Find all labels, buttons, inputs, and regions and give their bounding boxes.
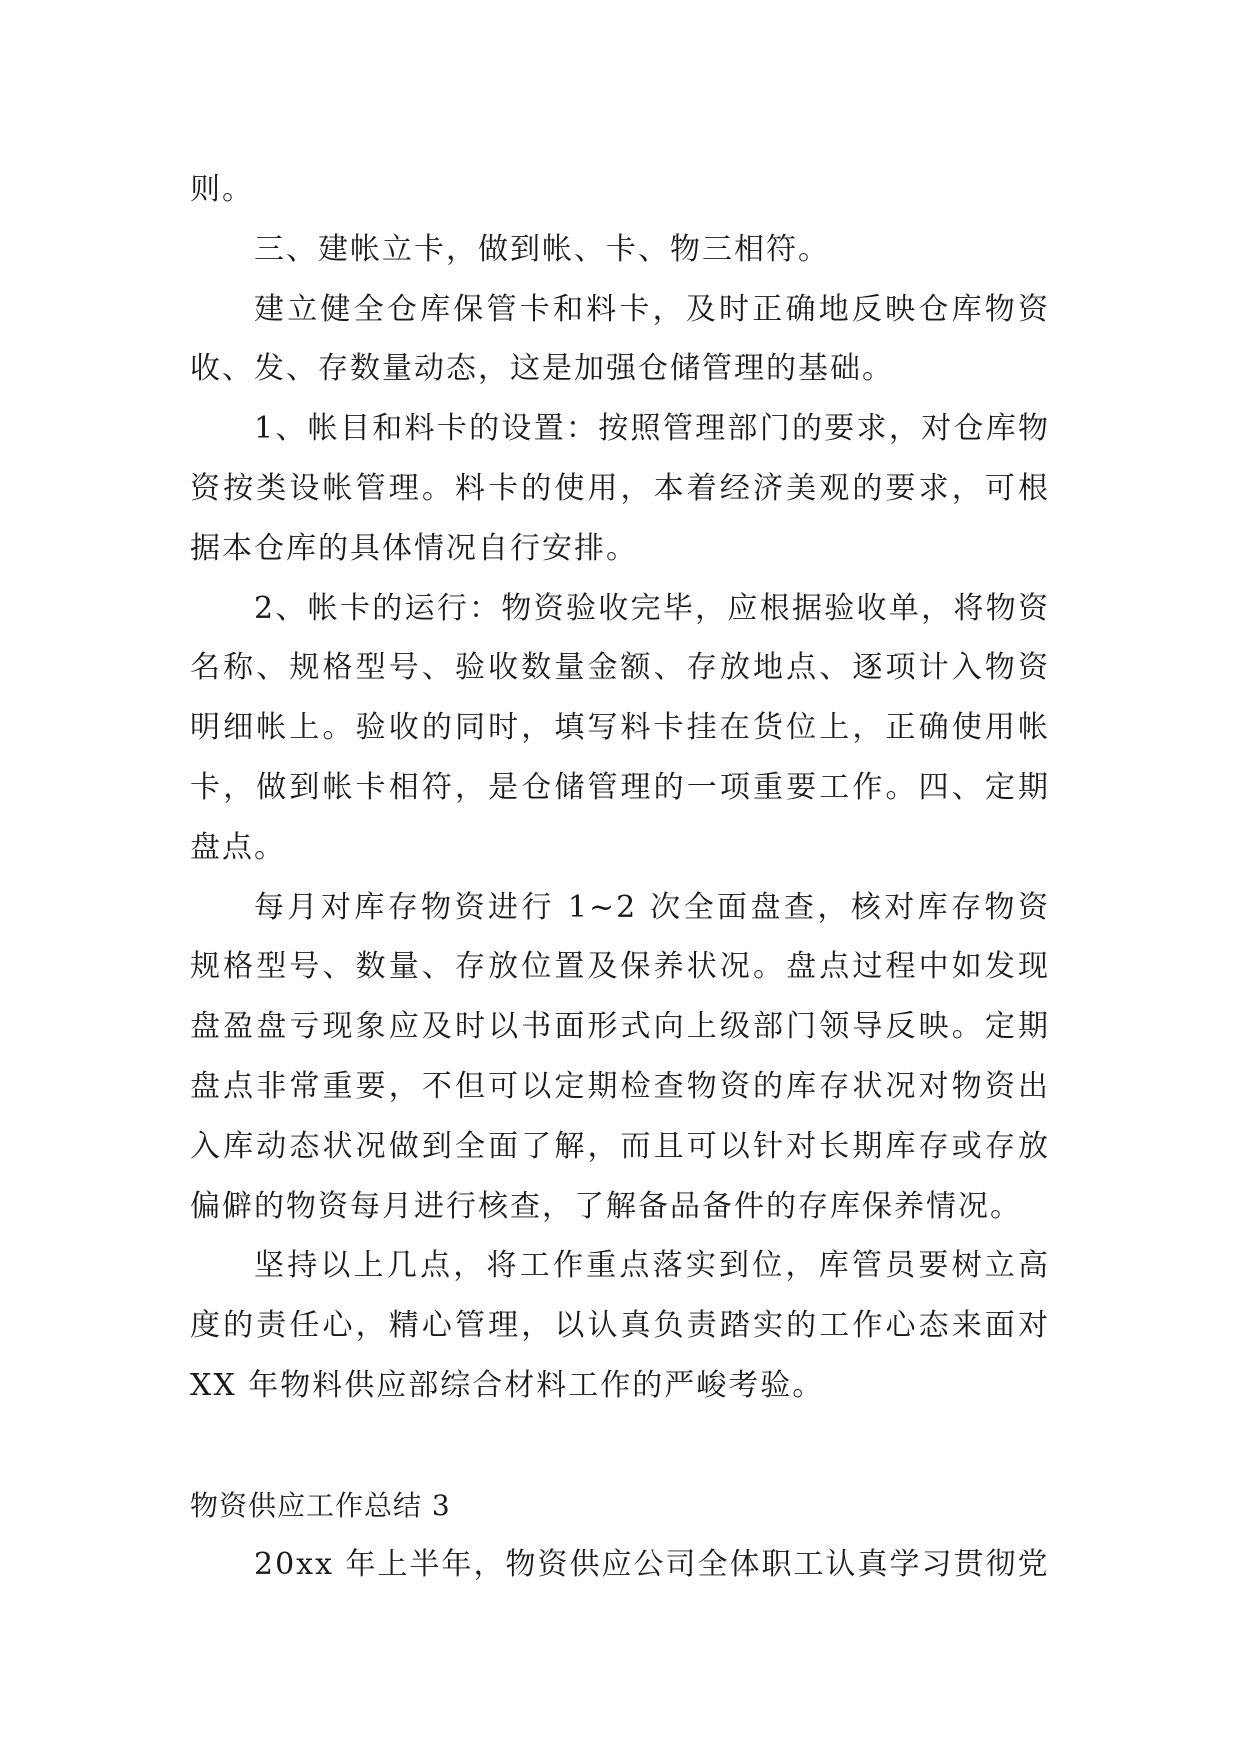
paragraph-summary-start: 20xx 年上半年，物资供应公司全体职工认真学习贯彻党 xyxy=(254,1547,1050,1583)
section-title: 物资供应工作总结 3 xyxy=(190,1488,451,1522)
paragraph-continuation: 则。 xyxy=(190,172,254,207)
heading-section-three: 三、建帐立卡，做到帐、卡、物三相符。 xyxy=(254,231,830,267)
paragraph-inventory: 每月对库存物资进行 1~2 次全面盘查，核对库存物资规格型号、数量、存放位置及保养状况。盘点过程中如发现盘盈盘亏现象应及时以书面形式向上级部门领导反映。定期盘点非常重要，不但可以定期检查物资的库存状况对物资出入库动态状况做到全面了解，而且可以针对长期库存或存放偏僻的物资每月进行核查，了解备品备件的存库保养情况。 xyxy=(190,889,1050,1224)
paragraph-conclusion: 坚持以上几点，将工作重点落实到位，库管员要树立高度的责任心，精心管理，以认真负责踏实的工作心态来面对 XX 年物料供应部综合材料工作的严峻考验。 xyxy=(190,1248,1050,1403)
document-body xyxy=(190,160,1050,1595)
paragraph-intro: 建立健全仓库保管卡和料卡，及时正确地反映仓库物资收、发、存数量动态，这是加强仓储管理的基础。 xyxy=(190,291,1050,387)
paragraph-item-2: 2、帐卡的运行：物资验收完毕，应根据验收单，将物资名称、规格型号、验收数量金额、存放地点、逐项计入物资明细帐上。验收的同时，填写料卡挂在货位上，正确使用帐卡，做到帐卡相符，是仓储管理的一项重要工作。四、定期盘点。 xyxy=(190,590,1050,865)
paragraph-item-1: 1、帐目和料卡的设置：按照管理部门的要求，对仓库物资按类设帐管理。料卡的使用，本着经济美观的要求，可根据本仓库的具体情况自行安排。 xyxy=(190,411,1050,566)
